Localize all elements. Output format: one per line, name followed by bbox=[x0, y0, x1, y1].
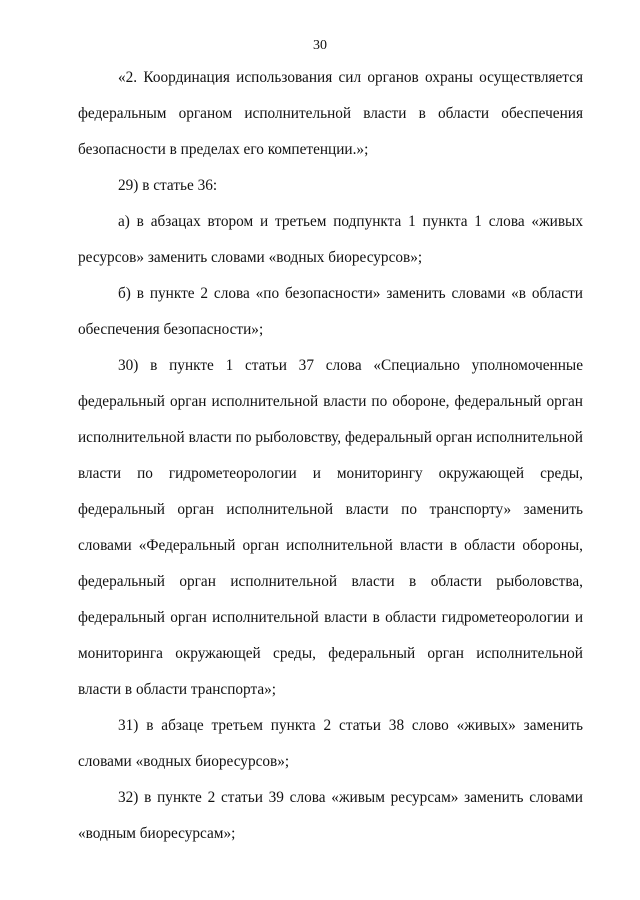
paragraph-item-32: 32) в пункте 2 статьи 39 слова «живым ресурсам» заменить словами «водным биоресурсам»; bbox=[78, 789, 583, 842]
paragraph-subitem-a: а) в абзацах втором и третьем подпункта 1 пункта 1 слова «живых ресурсов» заменить словами «водных биоресурсов»; bbox=[78, 213, 583, 266]
paragraph-coordination: «2. Координация использования сил органов охраны осуществляется федеральным органом исполнительной власти в области обеспечения безопасности в пределах его компетенции.»; bbox=[78, 69, 583, 158]
document-body bbox=[78, 60, 583, 852]
paragraph-item-31: 31) в абзаце третьем пункта 2 статьи 38 слово «живых» заменить словами «водных биоресурсов»; bbox=[78, 717, 583, 770]
paragraph-subitem-b: б) в пункте 2 слова «по безопасности» заменить словами «в области обеспечения безопасности»; bbox=[78, 285, 583, 338]
page-number: 30 bbox=[313, 38, 327, 53]
paragraph-item-29: 29) в статье 36: bbox=[118, 177, 218, 194]
paragraph-item-30: 30) в пункте 1 статьи 37 слова «Специально уполномоченные федеральный орган исполнительной власти по обороне, федеральный орган исполнительной власти по рыболовству, федеральный орган исполнительной власти по гидрометеорологии и мониторингу окружающей среды, федеральный орган исполнительной власти по транспорту» заменить словами «Федеральный орган исполнительной власти в области обороны, федеральный орган исполнительной власти в области рыболовства, федеральный орган исполнительной власти в области гидрометеорологии и мониторинга окружающей среды, федеральный орган исполнительной власти в области транспорта»; bbox=[78, 357, 583, 698]
